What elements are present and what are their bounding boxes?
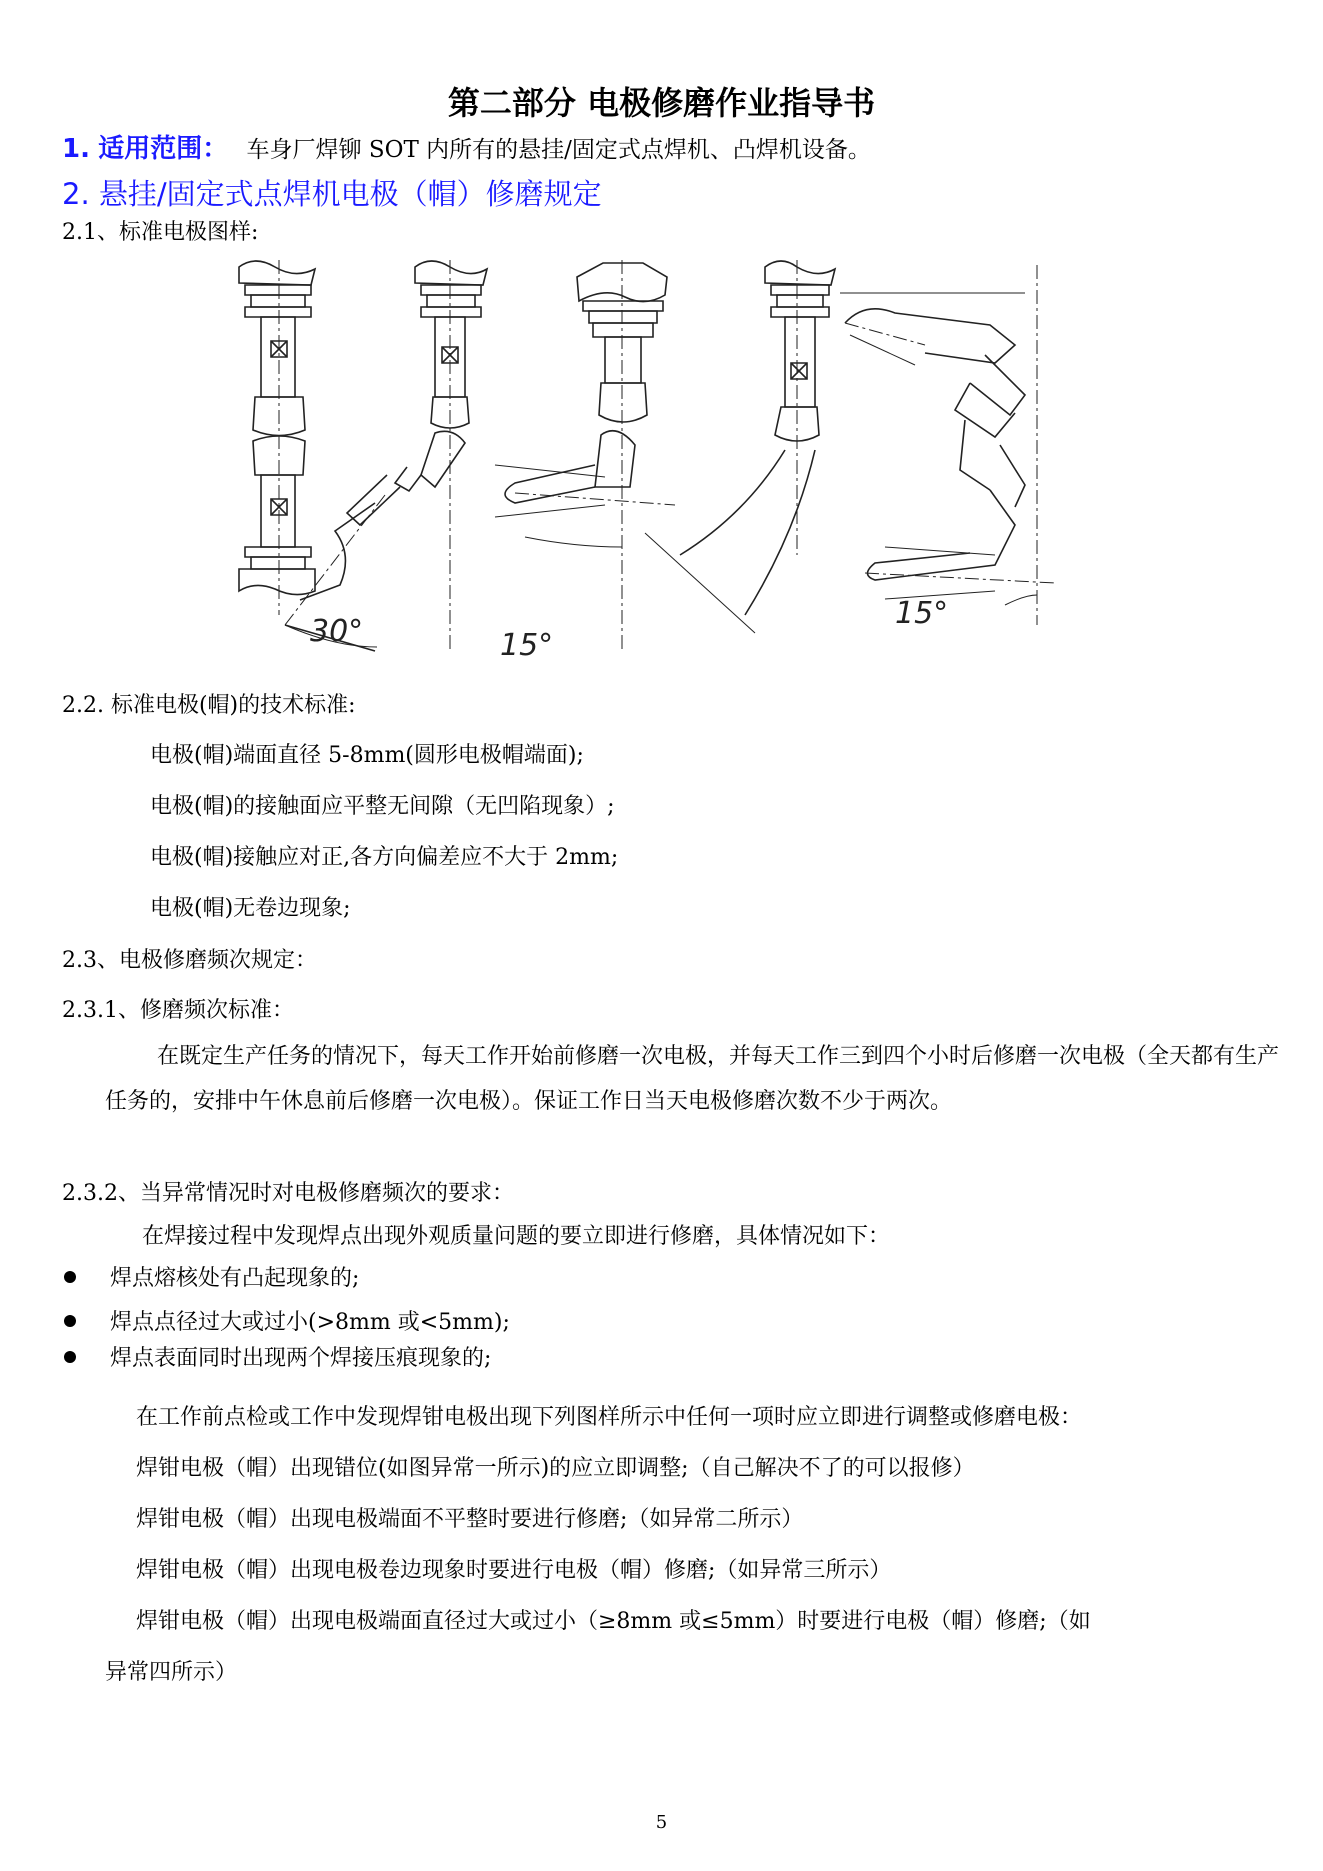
bullet-dot [64, 1315, 76, 1327]
electrode-drawings [225, 255, 1125, 675]
electrode-30-degree [285, 260, 487, 651]
section-1 [62, 128, 871, 165]
bullet-item: 焊点熔核处有凸起现象的; [64, 1261, 764, 1291]
electrode-15-degree-a [495, 260, 675, 650]
electrode-straight-pair [239, 260, 315, 615]
section-1-number: 1. [62, 134, 90, 164]
page-number: 5 [655, 1812, 668, 1833]
standard-item: 电极(帽)无卷边现象; [150, 896, 351, 921]
subsection-2-2-heading: 2.2. 标准电极(帽)的技术标准: [62, 693, 356, 718]
angle-label-30: 30° [310, 614, 364, 649]
page-title: 第二部分 电极修磨作业指导书 [447, 84, 876, 122]
check-item: 焊钳电极（帽）出现电极端面直径过大或过小（≥8mm 或≤5mm）时要进行电极（帽）修磨;（如 [136, 1609, 1091, 1634]
check-item: 焊钳电极（帽）出现电极卷边现象时要进行电极（帽）修磨;（如异常三所示） [136, 1558, 892, 1583]
subsection-2-1: 2.1、标准电极图样: [62, 220, 259, 245]
frequency-paragraph: 在既定生产任务的情况下，每天工作开始前修磨一次电极，并每天工作三到四个小时后修磨一次电极（全天都有生产任务的，安排中午休息前后修磨一次电极）。保证工作日当天电极修磨次数不少于两次。 [105, 1044, 1280, 1114]
abnormal-intro: 在焊接过程中发现焊点出现外观质量问题的要立即进行修磨，具体情况如下： [142, 1224, 891, 1249]
standard-item: 电极(帽)的接触面应平整无间隙（无凹陷现象）; [150, 794, 615, 819]
section-1-label: 适用范围： [98, 134, 229, 164]
subsection-2-3-1-heading: 2.3.1、修磨频次标准： [62, 998, 294, 1023]
bullet-item: 焊点表面同时出现两个焊接压痕现象的; [64, 1341, 764, 1371]
standard-item: 电极(帽)接触应对正,各方向偏差应不大于 2mm; [150, 845, 619, 870]
angle-label-15-a: 15° [500, 628, 554, 663]
electrode-curved [645, 260, 835, 633]
check-item: 焊钳电极（帽）出现电极端面不平整时要进行修磨;（如异常二所示） [136, 1507, 804, 1532]
check-item: 焊钳电极（帽）出现错位(如图异常一所示)的应立即调整;（自己解决不了的可以报修） [136, 1456, 975, 1481]
bullet-dot [64, 1351, 76, 1363]
section-2-heading: 2. 悬挂/固定式点焊机电极（帽）修磨规定 [62, 177, 602, 211]
section-1-text: 车身厂焊铆 SOT 内所有的悬挂/固定式点焊机、凸焊机设备。 [246, 137, 871, 163]
subsection-2-3-2-heading: 2.3.2、当异常情况时对电极修磨频次的要求： [62, 1181, 514, 1206]
check-item-continued: 异常四所示） [105, 1660, 238, 1685]
bullet-dot [64, 1271, 76, 1283]
electrode-15-degree-b [840, 265, 1055, 625]
subsection-2-3: 2.3、电极修磨频次规定： [62, 948, 317, 973]
check-intro: 在工作前点检或工作中发现焊钳电极出现下列图样所示中任何一项时应立即进行调整或修磨电极： [136, 1405, 1083, 1430]
angle-label-15-b: 15° [895, 596, 949, 631]
standard-item: 电极(帽)端面直径 5-8mm(圆形电极帽端面); [150, 743, 584, 768]
bullet-item: 焊点点径过大或过小(>8mm 或<5mm); [64, 1305, 764, 1335]
